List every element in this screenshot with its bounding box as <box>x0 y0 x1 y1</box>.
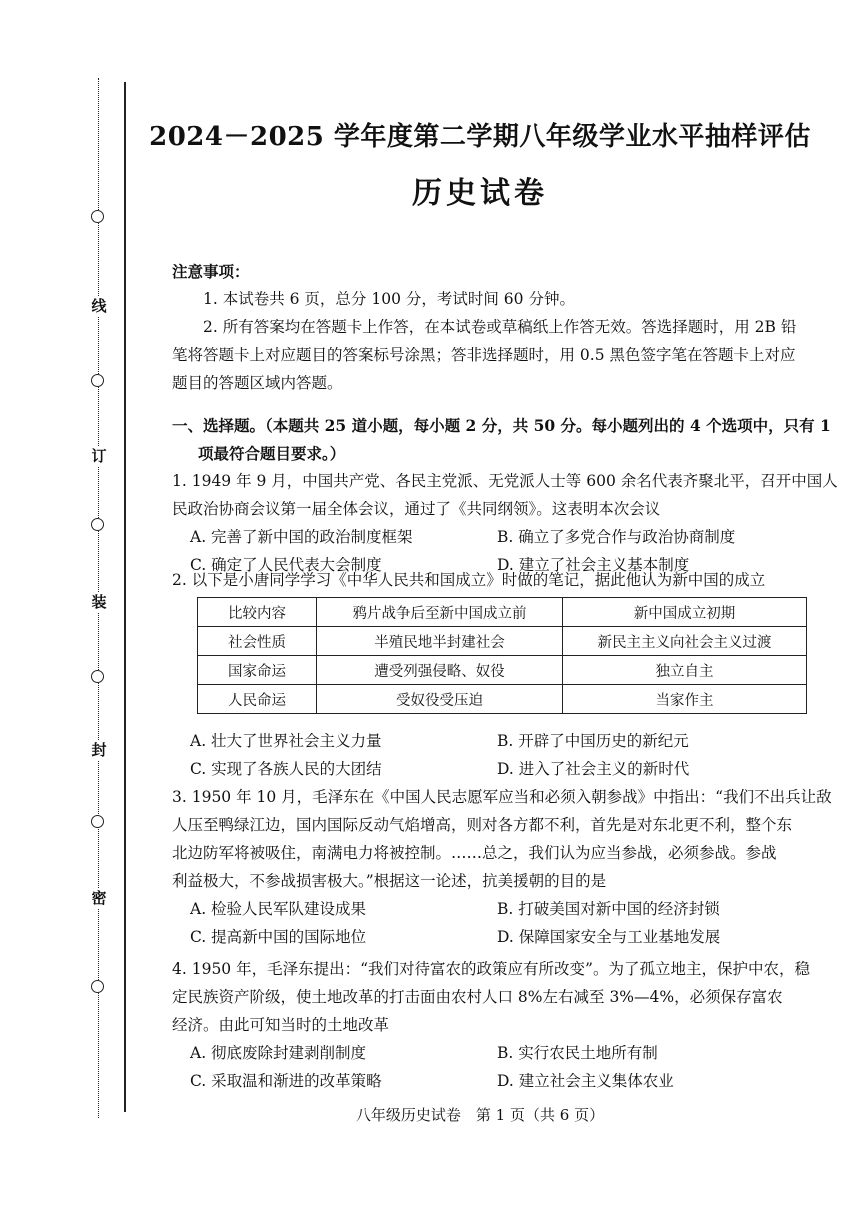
q1-stem: 1. 1949 年 9 月，中国共产党、各民主党派、无党派人士等 600 余名代表齐聚北平，召开中国人 <box>172 472 838 490</box>
table-row <box>198 598 807 627</box>
notice-heading: 注意事项： <box>172 262 250 281</box>
q2-option-c[interactable]: C. 实现了各族人民的大团结 <box>190 760 382 778</box>
q3-option-a[interactable]: A. 检验人民军队建设成果 <box>190 900 367 918</box>
q3-stem-4: 利益极大，不参战损害极大。”根据这一论述，抗美援朝的目的是 <box>172 872 607 890</box>
margin-circle <box>91 670 104 683</box>
q3-option-c[interactable]: C. 提高新中国的国际地位 <box>190 928 367 946</box>
q1-option-d[interactable]: D. 建立了社会主义基本制度 <box>497 556 690 574</box>
margin-circle <box>91 210 104 223</box>
table-cell: 比较内容 <box>198 598 317 627</box>
table-cell: 国家命运 <box>198 656 317 685</box>
q4-option-a[interactable]: A. 彻底废除封建剥削制度 <box>190 1044 367 1062</box>
q1-option-b[interactable]: B. 确立了多党合作与政治协商制度 <box>497 528 736 546</box>
margin-circle <box>91 980 104 993</box>
q2-comparison-table <box>197 597 807 714</box>
table-cell: 社会性质 <box>198 627 317 656</box>
section-heading: 一、选择题。（本题共 25 道小题，每小题 2 分，共 50 分。每小题列出的 4 个选项中，只有 1 <box>172 416 831 435</box>
q1-stem-cont: 民政治协商会议第一届全体会议，通过了《共同纲领》。这表明本次会议 <box>172 500 661 518</box>
table-cell: 新中国成立初期 <box>563 598 807 627</box>
margin-char-zhuang: 装 <box>89 592 109 612</box>
notice-line-1: 1. 本试卷共 6 页，总分 100 分，考试时间 60 分钟。 <box>203 290 575 308</box>
table-cell: 遭受列强侵略、奴役 <box>317 656 563 685</box>
exam-title: 2024－2025 学年度第二学期八年级学业水平抽样评估 <box>149 122 811 152</box>
table-cell: 半殖民地半封建社会 <box>317 627 563 656</box>
margin-circle <box>91 518 104 531</box>
binding-solid-line <box>124 82 126 1112</box>
q1-option-c[interactable]: C. 确定了人民代表大会制度 <box>190 556 382 574</box>
q1-option-a[interactable]: A. 完善了新中国的政治制度框架 <box>190 528 413 546</box>
table-row <box>198 656 807 685</box>
exam-subtitle: 历史试卷 <box>412 176 548 211</box>
table-cell: 受奴役受压迫 <box>317 685 563 714</box>
table-row <box>198 627 807 656</box>
margin-circle <box>91 374 104 387</box>
section-heading-cont: 项最符合题目要求。） <box>198 444 346 463</box>
notice-line-2b: 笔将答题卡上对应题目的答案标号涂黑；答非选择题时，用 0.5 黑色签字笔在答题卡上对应 <box>172 346 796 364</box>
notice-line-2: 2. 所有答案均在答题卡上作答，在本试卷或草稿纸上作答无效。答选择题时，用 2B 铅 <box>203 318 797 336</box>
margin-circle <box>91 815 104 828</box>
table-cell: 独立自主 <box>563 656 807 685</box>
table-cell: 鸦片战争后至新中国成立前 <box>317 598 563 627</box>
margin-char-mi: 密 <box>89 888 109 908</box>
q4-option-d[interactable]: D. 建立社会主义集体农业 <box>497 1072 674 1090</box>
q2-option-a[interactable]: A. 壮大了世界社会主义力量 <box>190 732 382 750</box>
q4-option-c[interactable]: C. 采取温和渐进的改革策略 <box>190 1072 382 1090</box>
table-cell: 人民命运 <box>198 685 317 714</box>
page-footer: 八年级历史试卷 第 1 页（共 6 页） <box>355 1106 605 1124</box>
margin-char-xian: 线 <box>89 296 109 316</box>
q4-stem-3: 经济。由此可知当时的土地改革 <box>172 1016 390 1034</box>
q2-stem: 2. 以下是小唐同学学习《中华人民共和国成立》时做的笔记，据此他认为新中国的成立 <box>172 571 766 589</box>
q4-stem-2: 定民族资产阶级，使土地改革的打击面由农村人口 8%左右减至 3%—4%，必须保存富农 <box>172 988 783 1006</box>
q4-option-b[interactable]: B. 实行农民土地所有制 <box>497 1044 658 1062</box>
margin-char-feng: 封 <box>89 740 109 760</box>
margin-char-ding: 订 <box>89 446 109 466</box>
table-cell: 当家作主 <box>563 685 807 714</box>
table-cell: 新民主主义向社会主义过渡 <box>563 627 807 656</box>
q3-option-d[interactable]: D. 保障国家安全与工业基地发展 <box>497 928 721 946</box>
q3-stem: 3. 1950 年 10 月，毛泽东在《中国人民志愿军应当和必须入朝参战》中指出：“我们不出兵让敌 <box>172 788 832 806</box>
q2-option-b[interactable]: B. 开辟了中国历史的新纪元 <box>497 732 689 750</box>
notice-line-2c: 题目的答题区域内答题。 <box>172 374 343 392</box>
q3-stem-2: 人压至鸭绿江边，国内国际反动气焰增高，则对各方都不利，首先是对东北更不利，整个东 <box>172 816 793 834</box>
q3-option-b[interactable]: B. 打破美国对新中国的经济封锁 <box>497 900 720 918</box>
q4-stem: 4. 1950 年，毛泽东提出：“我们对待富农的政策应有所改变”。为了孤立地主，保护中农，稳 <box>172 960 810 978</box>
table-row <box>198 685 807 714</box>
q2-option-d[interactable]: D. 进入了社会主义的新时代 <box>497 760 690 778</box>
q3-stem-3: 北边防军将被吸住，南满电力将被控制。……总之，我们认为应当参战，必须参战。参战 <box>172 844 777 862</box>
